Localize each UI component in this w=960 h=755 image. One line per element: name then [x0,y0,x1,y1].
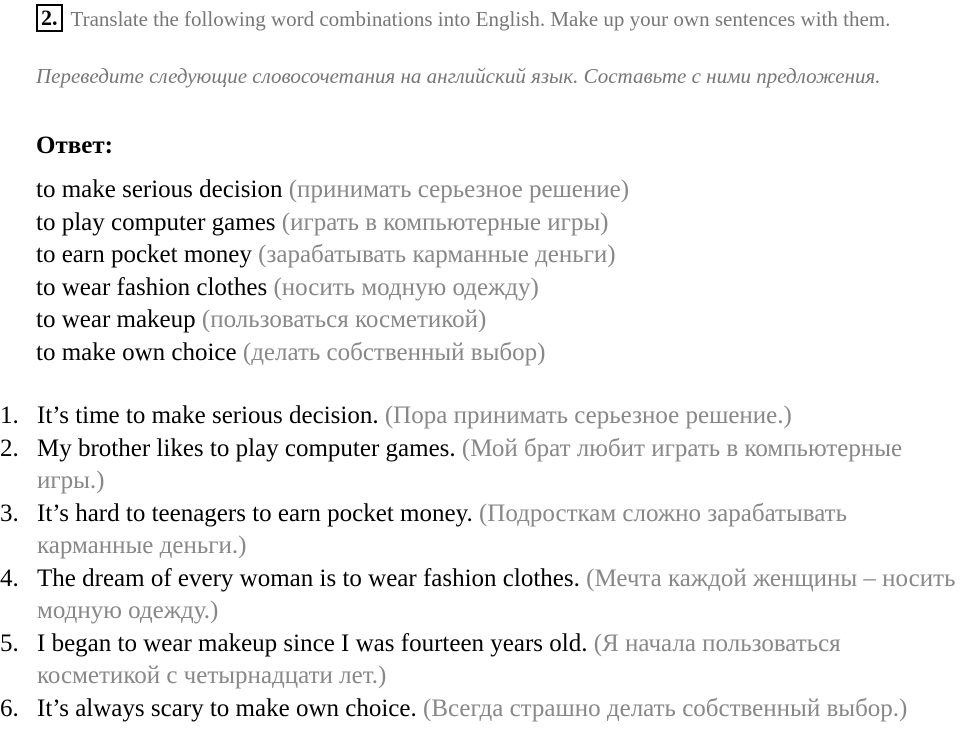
sentence-en: I began to wear makeup since I was fourteen years old. [37,629,588,657]
sentence-ru: (Я начала пользоваться косметикой с четырнадцати лет.) [37,629,841,689]
phrase-item [36,337,629,370]
phrase-ru: (играть в компьютерные игры) [281,208,609,236]
sentence-number: 1. [0,402,19,429]
sentence-number: 6. [0,694,19,722]
phrase-ru: (принимать серьезное решение) [288,176,630,203]
sentence-item [0,563,960,628]
sentence-ru: (Пора принимать серьезное решение.) [384,402,792,429]
sentence-ru: (Мечта каждой женщины – носить модную одежду.) [37,564,956,624]
sentence-en: It’s time to make serious decision. [37,402,379,429]
phrase-item [36,239,629,272]
sentence-en: It’s hard to teenagers to earn pocket money. [37,499,473,527]
sentence-item [0,433,960,498]
phrase-list [36,174,629,369]
sentence-ru: (Мой брат любит играть в компьютерные игры.) [37,434,903,494]
sentence-item [0,628,960,693]
phrase-en: to wear fashion clothes [36,273,268,301]
phrase-ru: (делать собственный выбор) [242,338,546,366]
sentence-en: The dream of every woman is to wear fashion clothes. [37,564,580,592]
sentence-item [0,400,960,433]
phrase-item [36,174,629,207]
answer-label: Ответ: [36,132,113,159]
phrase-item [36,207,629,240]
task-instruction-ru: Переведите следующие словосочетания на английский язык. Составьте с ними предложения. [36,64,881,88]
task-instruction-en: Translate the following word combinations into English. Make up your own sentences with them. [70,7,891,31]
sentence-list [0,400,960,725]
phrase-en: to make own choice [36,338,237,366]
sentence-item [0,693,960,726]
phrase-en: to earn pocket money [36,241,252,268]
sentence-number: 3. [0,499,19,527]
phrase-en: to play computer games [36,208,276,236]
phrase-item [36,304,629,337]
phrase-ru: (пользоваться косметикой) [201,306,487,333]
sentence-number: 4. [0,564,19,592]
phrase-ru: (зарабатывать карманные деньги) [258,241,616,268]
sentence-en: It’s always scary to make own choice. [37,694,417,722]
sentence-ru: (Подросткам сложно зарабатывать карманные деньги.) [37,499,847,559]
task-header [36,4,958,33]
sentence-number: 2. [0,434,19,462]
sentence-number: 5. [0,629,19,657]
sentence-ru: (Всегда страшно делать собственный выбор.) [423,694,908,722]
sentence-item [0,498,960,563]
phrase-en: to wear makeup [36,306,196,333]
phrase-ru: (носить модную одежду) [273,273,539,301]
sentence-en: My brother likes to play computer games. [37,434,456,462]
task-number: 2. [36,4,63,32]
phrase-item [36,272,629,305]
phrase-en: to make serious decision [36,176,283,203]
